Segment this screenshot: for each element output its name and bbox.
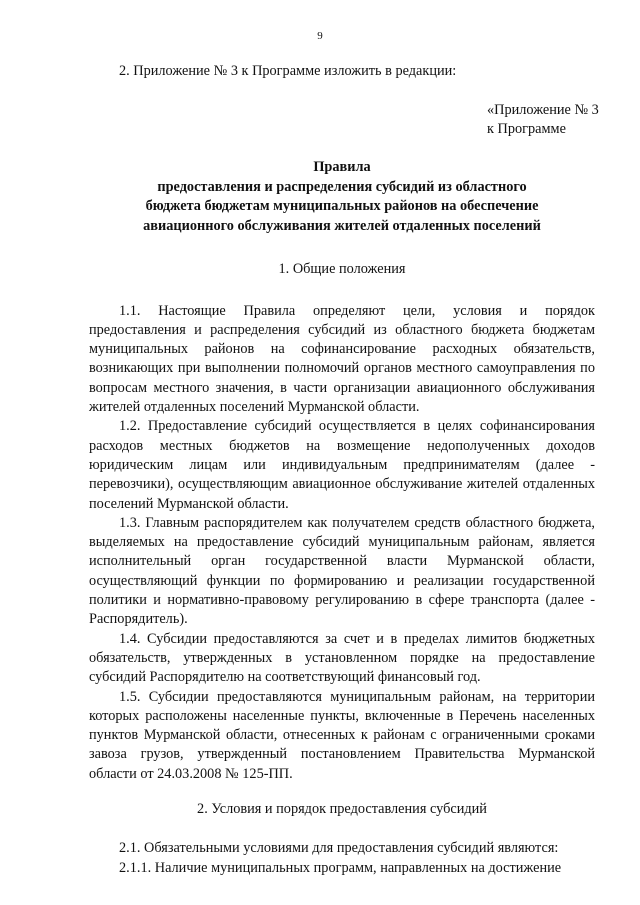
title-line3: бюджета бюджетам муниципальных районов на обеспечение — [145, 198, 539, 215]
paragraph-2-1-1: 2.1.1. Наличие муниципальных программ, направленных на достижение — [119, 859, 562, 876]
paragraph-1-5: 1.5. Субсидии предоставляются муниципальным районам, на территории которых расположены населенные пункты, включенные в Перечень населенных пунктов Мурманской области, отнесенных к районам с ограниченными сроками завоза грузов, утвержденный постановлением Правительства Мурманской области от 24.03.2008 № 125-ПП. — [89, 688, 595, 782]
paragraph-2-1: 2.1. Обязательными условиями для предоставления субсидий являются: — [119, 840, 559, 857]
appendix-ref-line1: «Приложение № 3 — [487, 102, 599, 119]
document-body — [89, 62, 599, 878]
appendix-ref-line2: к Программе — [487, 121, 566, 138]
section2-heading: 2. Условия и порядок предоставления субсидий — [197, 801, 487, 818]
section1-heading: 1. Общие положения — [278, 261, 406, 278]
document-title — [89, 158, 595, 236]
paragraph-1-2: 1.2. Предоставление субсидий осуществляется в целях софинансирования расходов местных бюджетов на возмещение недополученных доходов юридическим лицам или индивидуальным предпринимателям (далее - перевозчики), осуществляющим авиационное обслуживание жителей отдаленных поселений Мурманской области. — [89, 418, 595, 512]
title-line4: авиационного обслуживания жителей отдаленных поселений — [143, 217, 541, 234]
paragraph-1-4: 1.4. Субсидии предоставляются за счет и в пределах лимитов бюджетных обязательств, утвержденных в установленном порядке на предоставление субсидий Распорядителю на соответствующий финансовый год. — [89, 630, 595, 686]
title-line2: предоставления и распределения субсидий из областного — [157, 178, 527, 195]
paragraph-1-1: 1.1. Настоящие Правила определяют цели, условия и порядок предоставления и распределения субсидий из областного бюджета бюджетам муниципальных районов на софинансирование расходных обязательств, возникающих при выполнении полномочий органов местного самоуправления по вопросам местного значения, в части организации авиационного обслуживания жителей отдаленных поселений Мурманской области. — [89, 302, 595, 416]
paragraph-1-3: 1.3. Главным распорядителем как получателем средств областного бюджета, выделяемых на предоставление субсидий муниципальным районам, является исполнительный орган государственной власти Мурманской области, осуществляющий функции по формированию и реализации государственной политики и нормативно-правовому регулированию в сфере транспорта (далее - Распорядитель). — [89, 514, 595, 628]
page-number: 9 — [317, 30, 323, 42]
appendix-reference — [89, 101, 599, 139]
title-line1: Правила — [313, 159, 371, 176]
intro-line: 2. Приложение № 3 к Программе изложить в редакции: — [119, 63, 457, 79]
